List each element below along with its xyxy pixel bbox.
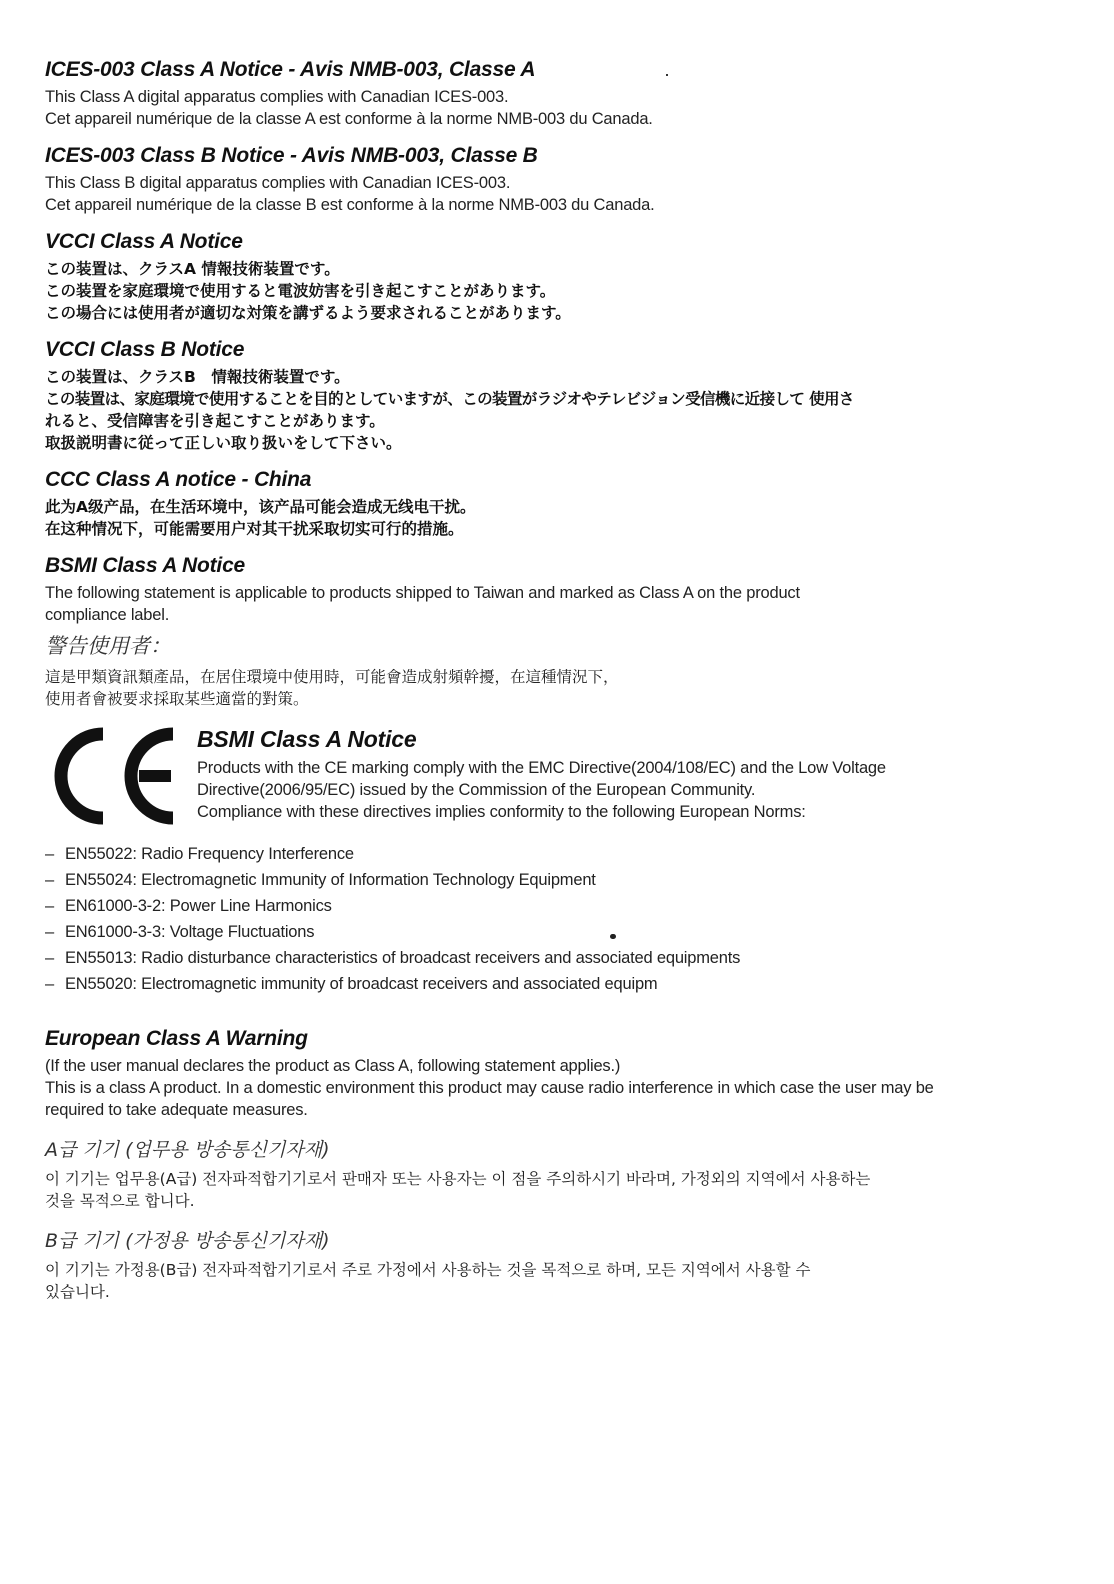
section-title: VCCI Class A Notice xyxy=(45,230,243,253)
text-line: この場合には使用者が適切な対策を講ずるよう要求されることがあります。 xyxy=(45,304,571,322)
list-item: – EN55024: Electromagnetic Immunity of Information Technology Equipment xyxy=(45,867,1075,893)
section-title: B급 기기 (가정용 방송통신기자재) xyxy=(45,1230,330,1252)
list-item: – EN55013: Radio disturbance characteristics of broadcast receivers and associated equipments xyxy=(45,945,1075,971)
text-line: この装置は、クラスB 情報技術装置です。 xyxy=(45,368,350,386)
text-line: Cet appareil numérique de la classe A est conforme à la norme NMB-003 du Canada. xyxy=(45,110,653,128)
warning-title: 警告使用者： xyxy=(45,634,171,658)
ices-class-b-section xyxy=(45,144,1075,216)
text-line: 使用者會被要求採取某些適當的對策。 xyxy=(45,690,309,708)
text-line: This Class A digital apparatus complies with Canadian ICES-003. xyxy=(45,88,509,106)
text-line: compliance label. xyxy=(45,606,170,624)
korean-class-a-section xyxy=(45,1135,1075,1212)
section-title: BSMI Class A Notice xyxy=(45,554,246,577)
text-line: This is a class A product. In a domestic environment this product may cause radio interference in which case the user may be xyxy=(45,1079,934,1097)
section-title: CCC Class A notice - China xyxy=(45,468,312,491)
norms-list xyxy=(45,841,1075,997)
section-title: European Class A Warning xyxy=(45,1027,308,1050)
text-line: This Class B digital apparatus complies with Canadian ICES-003. xyxy=(45,174,511,192)
text-line: 取扱説明書に従って正しい取り扱いをして下さい。 xyxy=(45,434,402,452)
european-class-a-section xyxy=(45,1027,1075,1121)
ce-text xyxy=(197,726,1077,823)
korean-class-b-section xyxy=(45,1226,1075,1303)
section-title: BSMI Class A Notice xyxy=(197,726,417,752)
text-line: required to take adequate measures. xyxy=(45,1101,308,1119)
text-line: この装置は、クラスA 情報技術装置です。 xyxy=(45,260,340,278)
text-line: Directive(2006/95/EC) issued by the Commission of the European Community. xyxy=(197,781,756,799)
section-title: VCCI Class B Notice xyxy=(45,338,245,361)
text-line: 在这种情况下，可能需要用户对其干扰采取切实可行的措施。 xyxy=(45,520,464,538)
section-title: ICES-003 Class A Notice - Avis NMB-003, Classe A xyxy=(45,58,536,81)
text-line: Compliance with these directives implies conformity to the following European Norms: xyxy=(197,803,806,821)
text-line: 이 기기는 업무용(A급) 전자파적합기기로서 판매자 또는 사용자는 이 점을 주의하시기 바라며, 가정외의 지역에서 사용하는 xyxy=(45,1170,871,1188)
text-line: 것을 목적으로 합니다. xyxy=(45,1192,195,1210)
ccc-class-a-section xyxy=(45,468,1075,540)
text-line: 이 기기는 가정용(B급) 전자파적합기기로서 주로 가정에서 사용하는 것을 목적으로 하며, 모든 지역에서 사용할 수 xyxy=(45,1261,811,1279)
text-line: Cet appareil numérique de la classe B est conforme à la norme NMB-003 du Canada. xyxy=(45,196,655,214)
text-line: この装置を家庭環境で使用すると電波妨害を引き起こすことがあります。 xyxy=(45,282,556,300)
list-item: – EN61000-3-3: Voltage Fluctuations xyxy=(45,919,1075,945)
text-line: (If the user manual declares the product as Class A, following statement applies.) xyxy=(45,1057,621,1075)
text-line: Products with the CE marking comply with the EMC Directive(2004/108/EC) and the Low Voltage xyxy=(197,759,886,777)
section-title: A급 기기 (업무용 방송통신기자재) xyxy=(45,1139,330,1161)
ce-mark-logo xyxy=(45,726,185,826)
text-line: 這是甲類資訊類產品，在居住環境中使用時，可能會造成射頻幹擾，在這種情況下， xyxy=(45,668,619,686)
vcci-class-a-section xyxy=(45,230,1075,324)
bsmi-class-a-section xyxy=(45,554,1075,710)
text-line: 있습니다. xyxy=(45,1283,110,1301)
text-line: 此为A级产品，在生活环境中，该产品可能会造成无线电干扰。 xyxy=(45,498,476,516)
list-item: – EN61000-3-2: Power Line Harmonics xyxy=(45,893,1075,919)
vcci-class-b-section xyxy=(45,338,1075,454)
ices-class-a-section xyxy=(45,58,1075,130)
text-line: この装置は、家庭環境で使用することを目的としていますが、この装置がラジオやテレビジョン受信機に近接して 使用さ xyxy=(45,390,854,408)
compliance-document xyxy=(45,58,1075,1317)
list-item: – EN55020: Electromagnetic immunity of broadcast receivers and associated equipm xyxy=(45,971,1075,997)
list-item: – EN55022: Radio Frequency Interference xyxy=(45,841,1075,867)
text-line: The following statement is applicable to products shipped to Taiwan and marked as Class A on the product xyxy=(45,584,800,602)
ce-section xyxy=(45,726,1075,841)
section-title: ICES-003 Class B Notice - Avis NMB-003, Classe B xyxy=(45,144,538,167)
text-line: れると、受信障害を引き起こすことがあります。 xyxy=(45,412,385,430)
